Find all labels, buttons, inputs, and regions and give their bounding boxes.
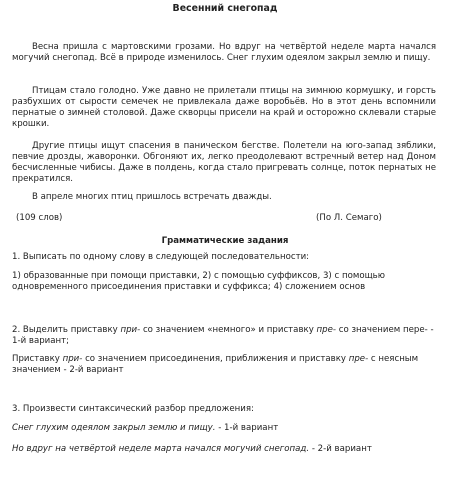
prefix-pre: пре- xyxy=(348,354,369,364)
sentence-2: Но вдруг на четвёртой неделе марта начался могучий снегопад. xyxy=(12,444,310,454)
word-count: (109 слов) xyxy=(16,213,63,223)
source-attribution: (По Л. Семаго) xyxy=(316,213,382,223)
document-title: Весенний снегопад xyxy=(172,3,278,14)
variant-label: - 1-й вариант xyxy=(215,423,279,433)
task-2-text: с неясным значением - 2-й вариант xyxy=(12,354,419,375)
task-3-prompt: 3. Произвести синтаксический разбор предложения: xyxy=(12,404,254,414)
paragraph-1: Весна пришла с мартовскими грозами. Но вдруг на четвёртой неделе марта начался могучий снегопад. Всё в природе изменилось. Снег глухим одеялом закрыл землю и пищу. xyxy=(12,42,436,63)
paragraph-2: Птицам стало голодно. Уже давно не прилетали птицы на зимнюю кормушку, и горсть разбухших от сырости семечек не привлекала даже воробьёв. Но в этот день вспомнили пернатые о зимней столовой. Даже скворцы присели на край и осторожно склевали старые крошки. xyxy=(12,86,436,129)
task-2-text: со значением «немного» и приставку xyxy=(140,325,317,335)
task-2-text: Приставку xyxy=(12,354,63,364)
task-2-text: со значением пере- - 1-й вариант; xyxy=(12,325,434,346)
task-2-variant-2 xyxy=(12,354,436,376)
task-2-text: 2. Выделить приставку xyxy=(12,325,121,335)
paragraph-4: В апреле многих птиц пришлось встречать дважды. xyxy=(32,192,272,202)
tasks-heading: Грамматические задания xyxy=(161,236,289,246)
task-1-body: 1) образованные при помощи приставки, 2) с помощью суффиксов, 3) с помощью одновременного присоединения приставки и суффикса; 4) сложением основ xyxy=(12,271,385,292)
paragraph-3: Другие птицы ищут спасения в паническом бегстве. Полетели на юго-запад зяблики, певчие дрозды, жаворонки. Обгоняют их, легко преодолевают встречный ветер над Доном бесчисленные чибисы. Даже в полдень, когда стало пригревать солнце, поток пернатых не прекратился. xyxy=(12,141,436,184)
prefix-pri: при- xyxy=(120,325,141,335)
prefix-pri: при- xyxy=(62,354,83,364)
task-1-prompt: 1. Выписать по одному слову в следующей последовательности: xyxy=(12,252,310,262)
task-2-text: со значением присоединения, приближения и приставку xyxy=(82,354,349,364)
sentence-1: Снег глухим одеялом закрыл землю и пищу. xyxy=(12,423,216,433)
prefix-pre: пре- xyxy=(316,325,336,335)
task-2-variant-1 xyxy=(12,325,436,347)
task-3-variant-1 xyxy=(12,423,436,434)
variant-label: - 2-й вариант xyxy=(309,444,372,454)
task-3-variant-2 xyxy=(12,444,436,455)
